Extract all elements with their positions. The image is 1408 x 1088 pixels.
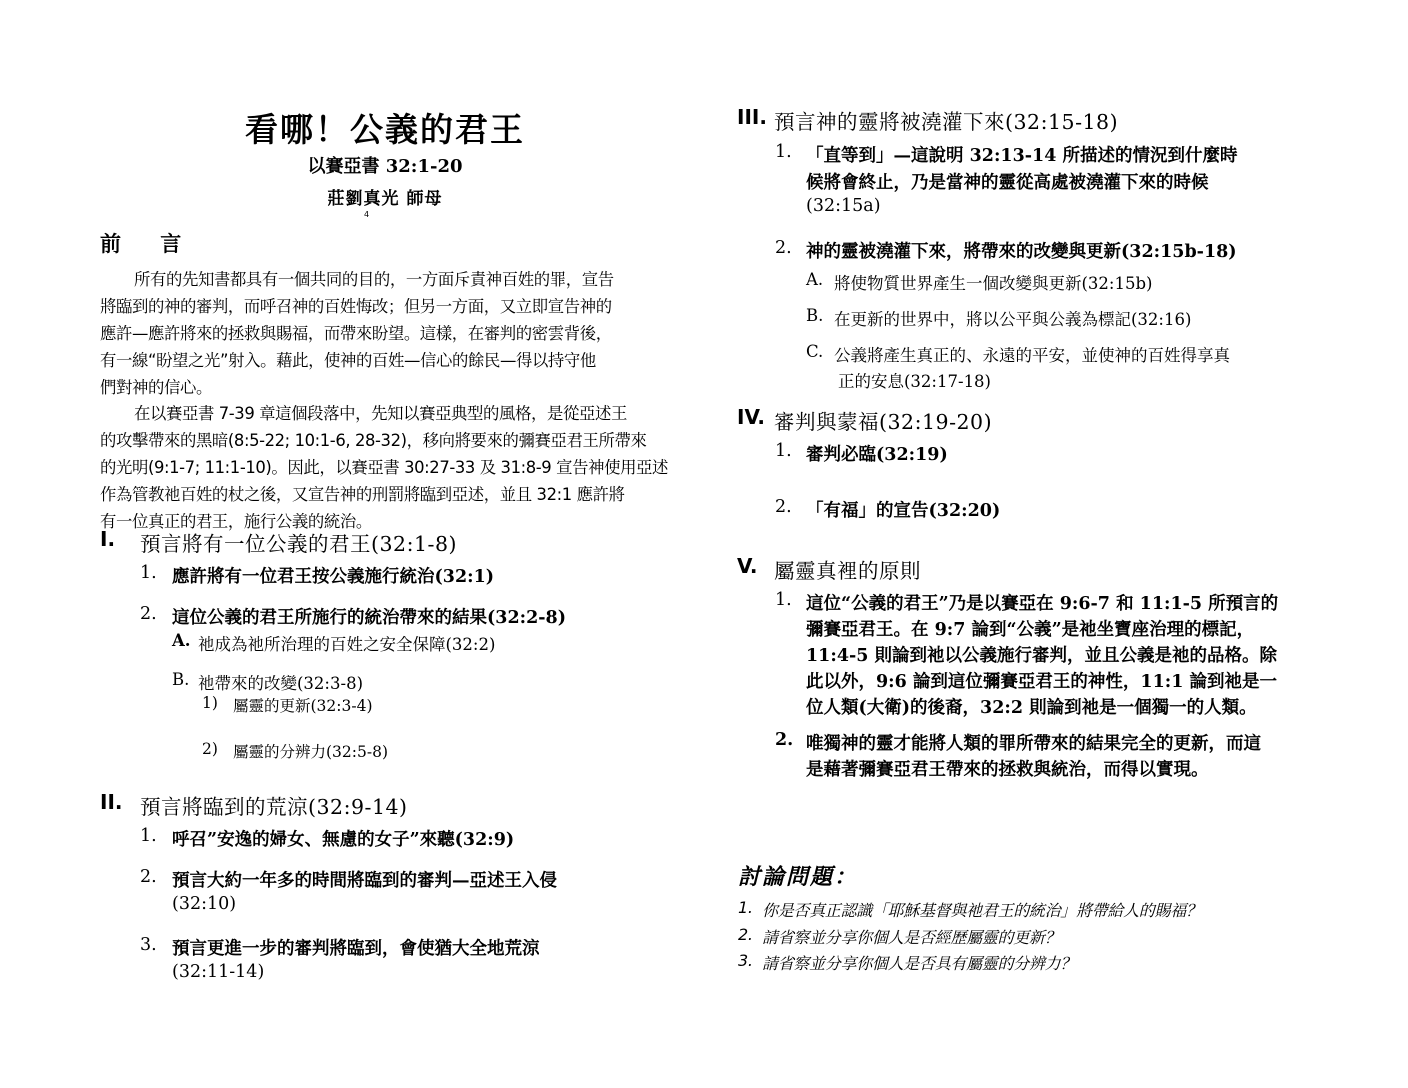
item-text: 審判必臨(32:19) xyxy=(806,445,948,465)
item-number: 2. xyxy=(775,497,792,517)
item-text-continued: 是藉著彌賽亞君王帶來的拯救與統治，而得以實現。 xyxy=(806,760,1209,780)
item-text-continued: 位人類(大衛)的後裔，32:2 則論到祂是一個獨一的人類。 xyxy=(806,698,1257,718)
item-text-continued: 候將會終止，乃是當神的靈從高處被澆灌下來的時候 xyxy=(806,173,1209,193)
intro-line: 應許—應許將來的拯救與賜福，而帶來盼望。這樣，在審判的密雲背後， xyxy=(100,324,612,343)
item-number: 2. xyxy=(775,238,792,258)
intro-line: 的攻擊帶來的黑暗(8:5-22; 10:1-6, 28-32)，移向將要來的彌賽亞君王所帶來 xyxy=(100,431,647,450)
sub-sub-item-number: 1) xyxy=(202,694,218,712)
item-text: 應許將有一位君王按公義施行統治(32:1) xyxy=(172,567,495,587)
item-text: 預言大約一年多的時間將臨到的審判—亞述王入侵 xyxy=(172,871,557,891)
item-text: 預言更進一步的審判將臨到，會使猶大全地荒涼 xyxy=(172,939,540,959)
question-number: 2. xyxy=(738,925,753,944)
item-text: 「直等到」—這說明 32:13-14 所描述的情況到什麼時 xyxy=(806,146,1238,166)
intro-line: 將臨到的神的審判，而呼召神的百姓悔改；但另一方面，又立即宣告神的 xyxy=(100,297,612,316)
item-number: 1. xyxy=(140,563,157,583)
item-number: 1. xyxy=(775,590,792,610)
intro-line: 作為管教祂百姓的杖之後，又宣告神的刑罰將臨到亞述，並且 32:1 應許將 xyxy=(100,485,625,504)
sub-item-number: A. xyxy=(806,270,824,289)
intro-heading: 前 言 xyxy=(100,231,198,256)
item-text-continued: 11:4-5 則論到祂以公義施行審判，並且公義是祂的品格。除 xyxy=(806,646,1278,666)
sub-item-text: 祂成為祂所治理的百姓之安全保障(32:2) xyxy=(198,635,496,654)
sub-item-number: B. xyxy=(172,670,190,689)
item-text-continued: (32:10) xyxy=(172,894,237,914)
item-number: 3. xyxy=(140,935,157,955)
question-number: 1. xyxy=(738,898,753,917)
sub-item-number: C. xyxy=(806,342,824,361)
item-text: 神的靈被澆灌下來，將帶來的改變與更新(32:15b-18) xyxy=(806,242,1237,262)
sub-item-text: 將使物質世界產生一個改變與更新(32:15b) xyxy=(834,274,1153,293)
item-text: 這位“公義的君王”乃是以賽亞在 9:6-7 和 11:1-5 所預言的 xyxy=(806,594,1279,614)
section-title: 預言將有一位公義的君王(32:1-8) xyxy=(140,532,457,556)
section-title: 預言將臨到的荒涼(32:9-14) xyxy=(140,795,408,819)
sub-sub-item-text: 屬靈的更新(32:3-4) xyxy=(233,697,373,715)
scripture-reference: 以賽亞書 32:1-20 xyxy=(307,156,463,177)
intro-line: 們對神的信心。 xyxy=(100,378,212,397)
sub-item-text-continued: 正的安息(32:17-18) xyxy=(838,372,991,391)
discussion-heading: 討論問題： xyxy=(738,864,859,890)
item-text-continued: 彌賽亞君王。在 9:7 論到“公義”是祂坐寶座治理的標記， xyxy=(806,620,1255,640)
item-text: 呼召”安逸的婦女、無慮的女子”來聽(32:9) xyxy=(172,830,515,850)
section-number: V. xyxy=(737,554,758,578)
section-number: I. xyxy=(100,527,116,551)
intro-line: 所有的先知書都具有一個共同的目的，一方面斥責神百姓的罪，宣告 xyxy=(134,270,614,289)
section-number: IV. xyxy=(737,405,765,429)
section-title: 審判與蒙福(32:19-20) xyxy=(774,410,993,434)
sub-item-number: A. xyxy=(172,631,191,650)
page-marker: 4 xyxy=(364,210,370,219)
question-text: 請省察並分享你個人是否具有屬靈的分辨力？ xyxy=(762,954,1077,973)
intro-line: 的光明(9:1-7; 11:1-10)。因此，以賽亞書 30:27-33 及 31:8-9 宣告神使用亞述 xyxy=(100,458,669,477)
item-text: 唯獨神的靈才能將人類的罪所帶來的結果完全的更新，而這 xyxy=(806,734,1261,754)
section-title: 屬靈真裡的原則 xyxy=(774,559,921,583)
intro-line: 有一位真正的君王，施行公義的統治。 xyxy=(100,512,372,531)
item-text-continued: (32:11-14) xyxy=(172,962,265,982)
item-text: 這位公義的君王所施行的統治帶來的結果(32:2-8) xyxy=(172,608,566,628)
section-number: II. xyxy=(100,790,123,814)
item-text-continued: 此以外，9:6 論到這位彌賽亞君王的神性，11:1 論到祂是一 xyxy=(806,672,1277,692)
item-text: 「有福」的宣告(32:20) xyxy=(806,501,1001,521)
sub-item-text: 祂帶來的改變(32:3-8) xyxy=(198,674,363,693)
sub-sub-item-text: 屬靈的分辨力(32:5-8) xyxy=(233,743,389,761)
item-number: 2. xyxy=(140,867,157,887)
intro-line: 有一線“盼望之光”射入。藉此，使神的百姓—信心的餘民—得以持守他 xyxy=(100,351,596,370)
item-text-continued: (32:15a) xyxy=(806,196,881,216)
question-text: 請省察並分享你個人是否經歷屬靈的更新？ xyxy=(762,928,1061,947)
sub-item-text: 在更新的世界中，將以公平與公義為標記(32:16) xyxy=(834,310,1192,329)
item-number: 1. xyxy=(140,826,157,846)
page-title: 看哪！公義的君王 xyxy=(245,110,525,149)
item-number: 1. xyxy=(775,142,792,162)
section-number: III. xyxy=(737,105,767,129)
question-number: 3. xyxy=(738,951,753,970)
sub-sub-item-number: 2) xyxy=(202,740,218,758)
sub-item-number: B. xyxy=(806,306,824,325)
author: 莊劉真光 師母 xyxy=(327,189,443,209)
question-text: 你是否真正認識「耶穌基督與祂君王的統治」將帶給人的賜福？ xyxy=(762,901,1202,920)
item-number: 2. xyxy=(140,604,157,624)
section-title: 預言神的靈將被澆灌下來(32:15-18) xyxy=(774,110,1119,134)
sub-item-text: 公義將產生真正的、永遠的平安，並使神的百姓得享真 xyxy=(834,346,1230,365)
item-number: 1. xyxy=(775,441,792,461)
item-number: 2. xyxy=(775,730,794,750)
intro-line: 在以賽亞書 7-39 章這個段落中，先知以賽亞典型的風格，是從亞述王 xyxy=(134,404,627,423)
